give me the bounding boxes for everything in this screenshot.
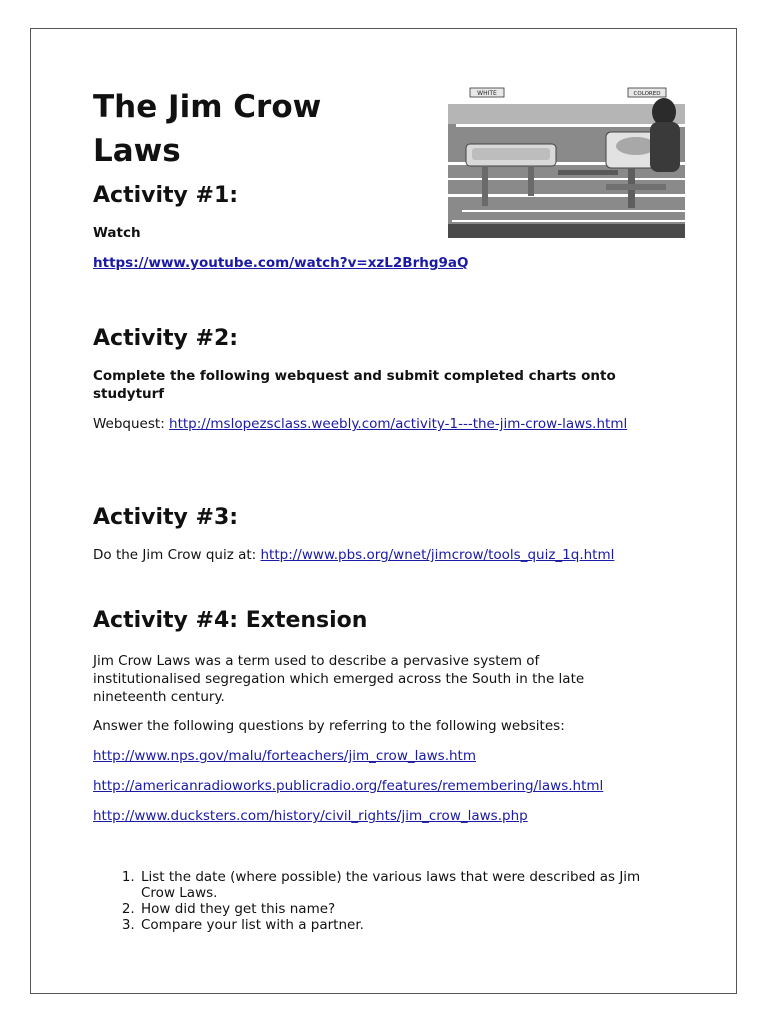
nps-link[interactable]: http://www.nps.gov/malu/forteachers/jim_crow_laws.htm: [93, 748, 476, 764]
document-page: [30, 28, 737, 994]
questions-list-container: [93, 869, 673, 933]
activity-3-heading: Activity #3:: [93, 505, 239, 530]
page-title: The Jim Crow Laws: [93, 89, 322, 169]
ducksters-link[interactable]: http://www.ducksters.com/history/civil_rights/jim_crow_laws.php: [93, 808, 528, 824]
quiz-line: [93, 546, 614, 564]
segregated-fountains-photo: [438, 84, 685, 238]
activity-2-heading: Activity #2:: [93, 326, 239, 351]
quiz-label: Do the Jim Crow quiz at:: [93, 547, 261, 563]
question-item: 3. Compare your list with a partner.: [139, 917, 673, 933]
activity-2-instruction: Complete the following webquest and submit completed charts onto studyturf: [93, 368, 616, 402]
americanradioworks-link[interactable]: http://americanradioworks.publicradio.org/features/remembering/laws.html: [93, 778, 604, 794]
activity-4-heading: Activity #4: Extension: [93, 608, 368, 633]
question-item: 1. List the date (where possible) the various laws that were described as Jim Crow Laws.: [139, 869, 673, 901]
quiz-link[interactable]: http://www.pbs.org/wnet/jimcrow/tools_quiz_1q.html: [260, 547, 615, 563]
webquest-link[interactable]: http://mslopezsclass.weebly.com/activity-1---the-jim-crow-laws.html: [169, 416, 628, 432]
question-item: 2. How did they get this name?: [139, 901, 673, 917]
questions-list: [93, 869, 673, 933]
sign-white-text: WHITE: [477, 90, 497, 97]
activity-1-instruction: Watch: [93, 225, 141, 241]
sign-colored-text: COLORED: [633, 91, 661, 97]
photo-graphic: [438, 84, 685, 238]
webquest-line: [93, 415, 627, 433]
activity-4-instruction: Answer the following questions by referring to the following websites:: [93, 718, 565, 734]
activity-1-heading: Activity #1:: [93, 183, 239, 208]
youtube-link[interactable]: https://www.youtube.com/watch?v=xzL2Brhg9aQ: [93, 255, 469, 271]
activity-4-paragraph: Jim Crow Laws was a term used to describe a pervasive system of institutionalised segregation which emerged across the South in the late nineteenth century.: [93, 653, 585, 705]
webquest-label: Webquest:: [93, 416, 170, 432]
